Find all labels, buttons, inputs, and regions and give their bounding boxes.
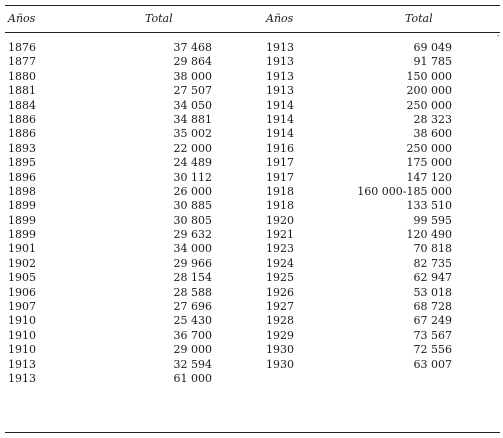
table-cell-total: 28 154: [173, 271, 212, 285]
table-cell-total: 82 735: [413, 256, 452, 270]
table-cell-total: 133 510: [406, 199, 452, 213]
table-cell-year: 1880: [8, 69, 36, 83]
table-cell-total: 26 000: [173, 184, 212, 198]
table-cell-total: 250 000: [406, 98, 452, 112]
table-cell-year: 1913: [266, 84, 294, 98]
table-cell-year: 1923: [266, 242, 294, 256]
header-total-right: Total: [405, 12, 433, 25]
table-cell-total: 62 947: [413, 271, 452, 285]
table-cell-total: 30 805: [173, 213, 212, 227]
table-cell-year: 1925: [266, 271, 294, 285]
header-total-left: Total: [145, 12, 173, 25]
table-cell-year: 1907: [8, 300, 36, 314]
table-cell-year: 1918: [266, 184, 294, 198]
table-cell-total: 175 000: [406, 156, 452, 170]
table-cell-total: 37 468: [173, 41, 212, 54]
table-cell-total: 147 120: [406, 170, 452, 184]
table-cell-year: 1928: [266, 314, 294, 328]
table-cell-total: 34 000: [173, 242, 212, 256]
table-cell-year: 1886: [8, 127, 36, 141]
table-cell-total: 38 600: [413, 127, 452, 141]
table-cell-year: 1916: [266, 141, 294, 155]
table-cell-total: 30 112: [173, 170, 212, 184]
table-cell-year: 1905: [8, 271, 36, 285]
table-cell-total: 29 966: [173, 256, 212, 270]
table-cell-year: 1913: [266, 69, 294, 83]
table-cell-total: 38 000: [173, 69, 212, 83]
table-cell-total: 200 000: [406, 84, 452, 98]
table-cell-year: 1910: [8, 343, 36, 357]
table-cell-year: 1913: [266, 41, 294, 54]
table-top-rule: [5, 5, 500, 6]
table-cell-year: 1917: [266, 156, 294, 170]
table-cell-total: 25 430: [173, 314, 212, 328]
table-cell-total: 36 700: [173, 328, 212, 342]
table-cell-year: 1924: [266, 256, 294, 270]
table-cell-total: 61 000: [173, 371, 212, 385]
edge-mark: -: [497, 31, 500, 40]
table-cell-year: 1899: [8, 213, 36, 227]
table-cell-year: 1893: [8, 141, 36, 155]
header-years-left: Años: [8, 12, 36, 25]
table-cell-total: 91 785: [413, 55, 452, 69]
table-cell-total: 68 728: [413, 300, 452, 314]
table-cell-total: 30 885: [173, 199, 212, 213]
table-cell-year: 1910: [8, 314, 36, 328]
table-cell-total: 29 864: [173, 55, 212, 69]
table-cell-year: 1899: [8, 199, 36, 213]
table-header-rule: [5, 32, 500, 33]
table-cell-year: 1898: [8, 184, 36, 198]
table-cell-total: 63 007: [413, 357, 452, 371]
table-cell-total: 120 490: [406, 228, 452, 242]
table-cell-year: 1917: [266, 170, 294, 184]
table-cell-year: 1886: [8, 112, 36, 126]
header-years-right: Años: [266, 12, 294, 25]
table-cell-year: 1926: [266, 285, 294, 299]
table-cell-year: 1884: [8, 98, 36, 112]
table-cell-total: 35 002: [173, 127, 212, 141]
table-cell-year: 1930: [266, 357, 294, 371]
table-cell-year: 1921: [266, 228, 294, 242]
right-totals-column: [330, 41, 452, 372]
table-cell-total: 28 588: [173, 285, 212, 299]
table-cell-total: 24 489: [173, 156, 212, 170]
table-cell-year: 1927: [266, 300, 294, 314]
table-cell-total: 27 696: [173, 300, 212, 314]
right-years-column: [266, 41, 294, 372]
table-cell-year: 1881: [8, 84, 36, 98]
table-cell-year: 1876: [8, 41, 36, 54]
table-cell-year: 1899: [8, 228, 36, 242]
table-cell-total: 22 000: [173, 141, 212, 155]
table-bottom-rule: [5, 432, 500, 433]
table-cell-total: 29 632: [173, 228, 212, 242]
table-cell-year: 1914: [266, 127, 294, 141]
table-cell-year: 1913: [8, 357, 36, 371]
table-cell-year: 1930: [266, 343, 294, 357]
table-cell-year: 1914: [266, 112, 294, 126]
table-cell-total: 53 018: [413, 285, 452, 299]
table-cell-total: 69 049: [413, 41, 452, 54]
table-cell-year: 1895: [8, 156, 36, 170]
table-cell-year: 1929: [266, 328, 294, 342]
table-cell-year: 1913: [266, 55, 294, 69]
table-cell-year: 1920: [266, 213, 294, 227]
table-cell-total: 160 000-185 000: [357, 184, 452, 198]
table-cell-total: 28 323: [413, 112, 452, 126]
table-cell-total: 250 000: [406, 141, 452, 155]
table-cell-year: 1896: [8, 170, 36, 184]
table-cell-year: 1877: [8, 55, 36, 69]
table-cell-year: 1906: [8, 285, 36, 299]
table-cell-year: 1902: [8, 256, 36, 270]
table-cell-total: 150 000: [406, 69, 452, 83]
table-cell-total: 32 594: [173, 357, 212, 371]
table-cell-total: 34 050: [173, 98, 212, 112]
table-cell-year: 1901: [8, 242, 36, 256]
left-totals-column: [112, 41, 212, 386]
table-cell-total: 99 595: [413, 213, 452, 227]
table-cell-year: 1914: [266, 98, 294, 112]
table-cell-total: 67 249: [413, 314, 452, 328]
table-cell-total: 34 881: [173, 112, 212, 126]
left-years-column: [8, 41, 36, 386]
table-cell-year: 1913: [8, 371, 36, 385]
table-cell-year: 1910: [8, 328, 36, 342]
table-cell-total: 70 818: [413, 242, 452, 256]
table-cell-total: 29 000: [173, 343, 212, 357]
table-cell-year: 1918: [266, 199, 294, 213]
table-cell-total: 72 556: [413, 343, 452, 357]
table-cell-total: 73 567: [413, 328, 452, 342]
table-cell-total: 27 507: [173, 84, 212, 98]
